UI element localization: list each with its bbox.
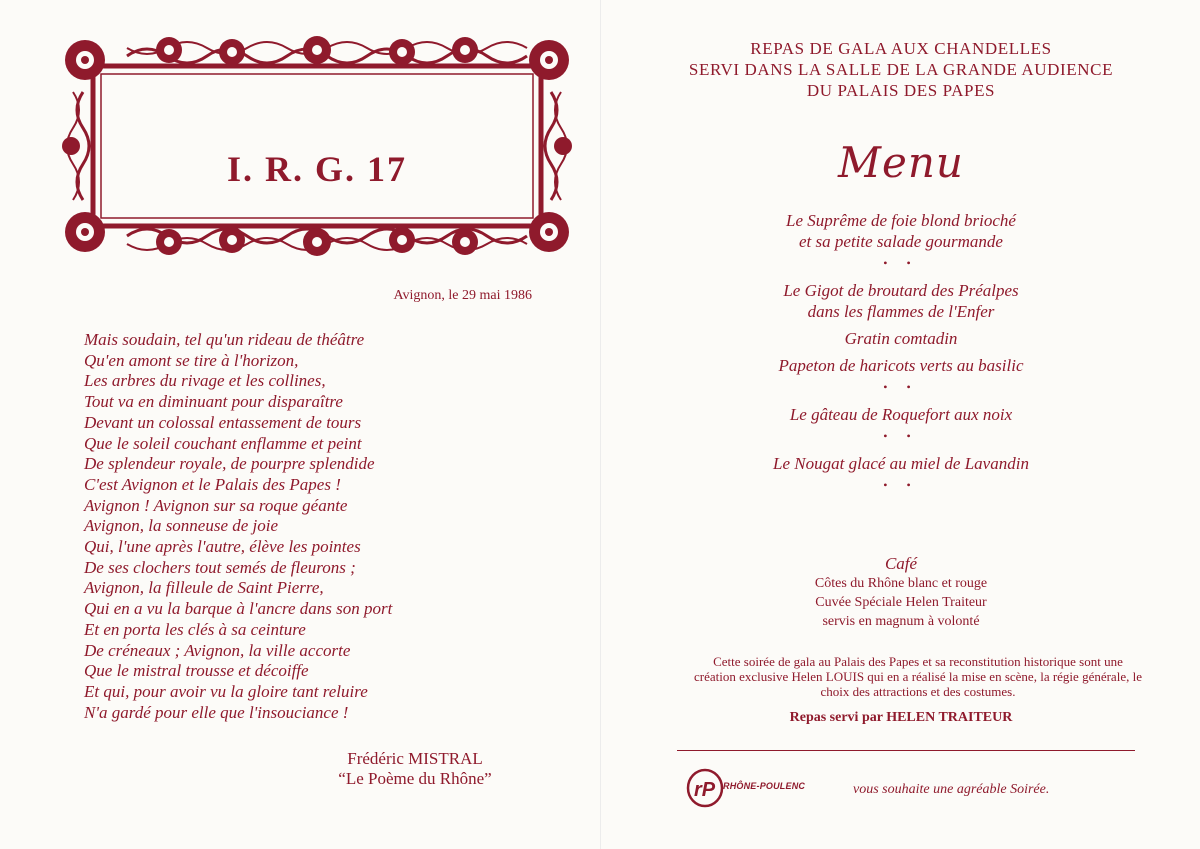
drink-line: servis en magnum à volonté — [822, 614, 980, 629]
poem-line: Que le soleil couchant enflamme et peint — [84, 433, 362, 453]
menu-title: Menu — [838, 138, 964, 187]
poem-line: De splendeur royale, de pourpre splendide — [84, 454, 375, 474]
poem-line: C'est Avignon et le Palais des Papes ! — [84, 474, 341, 494]
poem-attribution — [320, 749, 510, 789]
divider — [677, 750, 1135, 751]
ornamental-frame — [57, 30, 577, 262]
poem-line: Mais soudain, tel qu'un rideau de théâtre — [84, 330, 365, 349]
course-separator: • • — [883, 478, 919, 492]
course-side-papeton — [601, 355, 1200, 376]
heading-line: DU PALAIS DES PAPES — [806, 81, 996, 100]
course-line: et sa petite salade gourmande — [799, 232, 1003, 251]
event-notice: Cette soirée de gala au Palais des Papes et sa reconstitution historique sont une création exclusive Helen LOUIS qui en a réalisé la mise en scène, la régie générale, le choix des attractions et des costumes. — [694, 654, 1142, 699]
poem-line: Qui en a vu la barque à l'ancre dans son port — [84, 599, 393, 619]
drinks-section — [601, 554, 1200, 631]
course-starter — [601, 210, 1200, 252]
course-line: Le gâteau de Roquefort aux noix — [789, 405, 1013, 424]
course-line: Gratin comtadin — [844, 329, 958, 348]
course-line: Le Gigot de broutard des Préalpes — [783, 281, 1019, 300]
poem-line: Que le mistral trousse et décoiffe — [84, 661, 309, 681]
poem-line: Avignon ! Avignon sur sa roque géante — [84, 495, 348, 515]
poem-line: De créneaux ; Avignon, la ville accorte — [84, 640, 351, 660]
course-list — [601, 210, 1200, 496]
heading-line: REPAS DE GALA AUX CHANDELLES — [750, 39, 1052, 58]
course-cheese — [601, 404, 1200, 425]
course-line: Le Nougat glacé au miel de Lavandin — [773, 454, 1029, 473]
course-separator: • • — [883, 429, 919, 443]
rp-logo-icon — [685, 767, 725, 809]
ornament-border-icon — [57, 30, 577, 262]
cafe-label: Café — [884, 554, 918, 573]
course-line: Le Suprême de foie blond brioché — [786, 211, 1016, 230]
poem — [84, 330, 524, 723]
poem-line: Qui, l'une après l'autre, élève les pointes — [84, 537, 361, 557]
poem-line: Qu'en amont se tire à l'horizon, — [84, 350, 299, 370]
logo-text: RHÔNE-POULENC — [723, 781, 806, 791]
event-title: I. R. G. 17 — [226, 149, 407, 189]
course-line: dans les flammes de l'Enfer — [807, 302, 995, 321]
poem-line: Tout va en diminuant pour disparaître — [84, 392, 343, 412]
rhone-poulenc-logo — [685, 767, 825, 809]
author-name: Frédéric MISTRAL — [347, 749, 483, 768]
course-side-gratin — [601, 328, 1200, 349]
poem-line: Avignon, la filleule de Saint Pierre, — [84, 578, 324, 598]
date-line: Avignon, le 29 mai 1986 — [393, 288, 532, 303]
poem-line: Les arbres du rivage et les collines, — [84, 371, 326, 391]
poem-line: Devant un colossal entassement de tours — [84, 412, 362, 432]
sponsor-message: vous souhaite une agréable Soirée. — [853, 782, 1050, 797]
drink-line: Côtes du Rhône blanc et rouge — [814, 576, 988, 591]
course-separator: • • — [883, 256, 919, 270]
course-line: Papeton de haricots verts au basilic — [778, 356, 1024, 375]
poem-line: De ses clochers tout semés de fleurons ; — [84, 557, 356, 577]
right-page — [600, 0, 1200, 849]
poem-line: Et qui, pour avoir vu la gloire tant reluire — [84, 681, 368, 701]
course-main — [601, 280, 1200, 322]
caterer-credit: Repas servi par HELEN TRAITEUR — [789, 710, 1013, 725]
poem-line: Avignon, la sonneuse de joie — [84, 516, 279, 536]
drink-line: Cuvée Spéciale Helen Traiteur — [815, 595, 987, 610]
gala-heading — [601, 38, 1200, 101]
svg-text:rP: rP — [694, 779, 716, 801]
course-separator: • • — [883, 380, 919, 394]
work-title: “Le Poème du Rhône” — [338, 769, 492, 788]
poem-line: N'a gardé pour elle que l'insouciance ! — [84, 702, 349, 722]
poem-line: Et en porta les clés à sa ceinture — [84, 619, 306, 639]
course-dessert — [601, 453, 1200, 474]
heading-line: SERVI DANS LA SALLE DE LA GRANDE AUDIENCE — [688, 60, 1114, 79]
